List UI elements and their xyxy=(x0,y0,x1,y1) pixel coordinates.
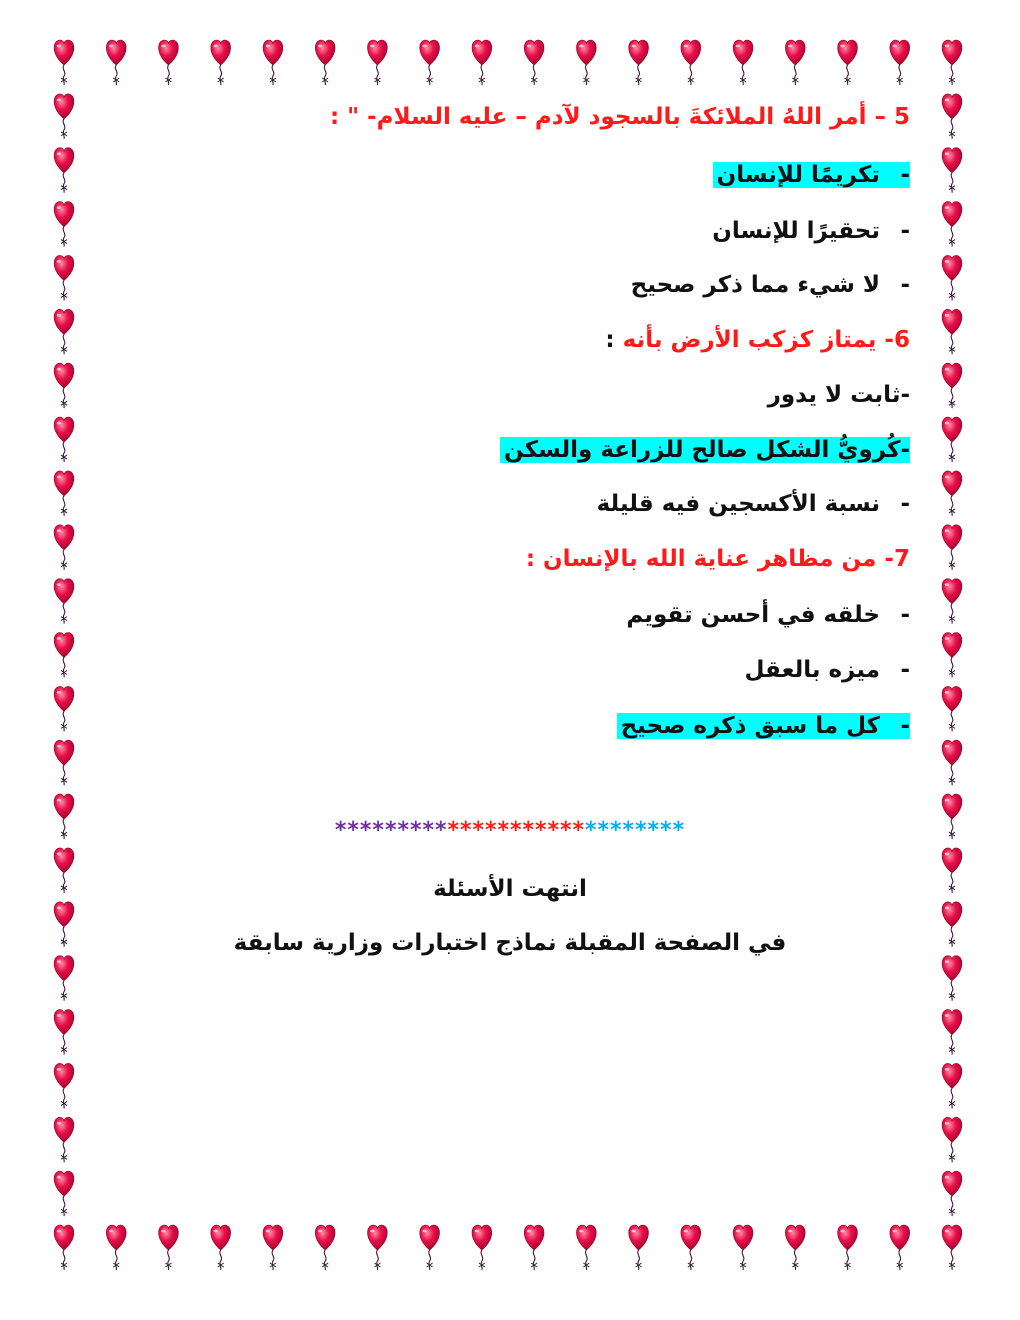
heart-balloon-icon xyxy=(54,202,74,247)
heart-balloon-icon xyxy=(942,363,962,408)
question-6-option-1 xyxy=(768,378,910,412)
heart-balloon-icon xyxy=(54,417,74,462)
option-dash: - xyxy=(900,657,910,683)
heart-balloon-icon xyxy=(942,255,962,300)
heart-balloon-icon xyxy=(942,1010,962,1055)
heart-balloon-icon xyxy=(942,40,962,85)
heart-balloon-icon xyxy=(942,686,962,731)
question-5-title: 5 – أمر اللهُ الملائكةَ بالسجود لآدم – عليه السلام- " : xyxy=(329,104,910,130)
heart-balloon-icon xyxy=(54,1063,74,1108)
heart-balloon-icon xyxy=(54,956,74,1001)
heart-balloon-icon xyxy=(54,1117,74,1162)
heart-balloon-icon xyxy=(54,525,74,570)
option-dash: - xyxy=(900,713,910,739)
heart-balloon-icon xyxy=(942,1117,962,1162)
option-text: نسبة الأكسجين فيه قليلة xyxy=(596,491,880,517)
option-text: كل ما سبق ذكره صحيح xyxy=(620,713,880,739)
heart-balloon-icon xyxy=(54,363,74,408)
heart-balloon-icon xyxy=(54,148,74,193)
heart-balloon-icon xyxy=(942,1063,962,1108)
heart-balloon-icon xyxy=(54,255,74,300)
heart-balloon-icon xyxy=(942,525,962,570)
question-5-option-3 xyxy=(631,268,910,302)
heart-balloon-icon xyxy=(54,740,74,785)
option-dash: - xyxy=(900,162,910,188)
question-6-title-colon: : xyxy=(605,327,623,353)
heart-balloon-icon xyxy=(942,956,962,1001)
heart-balloon-icon xyxy=(54,1225,74,1270)
heart-balloon-icon xyxy=(942,1225,962,1270)
heart-balloon-icon xyxy=(942,94,962,139)
heart-balloon-icon xyxy=(54,1171,74,1216)
heart-balloon-icon xyxy=(942,148,962,193)
option-dash: - xyxy=(900,382,910,408)
heart-balloon-icon xyxy=(942,471,962,516)
heart-balloon-icon xyxy=(942,740,962,785)
option-text: لا شيء مما ذكر صحيح xyxy=(630,272,880,298)
option-text: تحقيرًا للإنسان xyxy=(712,218,880,244)
option-text: خلقه في أحسن تقويم xyxy=(626,602,880,628)
heart-balloon-icon xyxy=(54,633,74,678)
next-page-note: في الصفحة المقبلة نماذج اختبارات وزارية سابقة xyxy=(233,930,787,956)
heart-balloon-icon xyxy=(54,579,74,624)
heart-balloon-icon xyxy=(942,1171,962,1216)
question-6-option-3 xyxy=(597,487,910,521)
question-7-option-1 xyxy=(626,598,910,632)
stars-blue: ******** xyxy=(585,818,686,843)
question-6-title xyxy=(605,323,910,357)
heart-balloon-icon xyxy=(942,309,962,354)
heart-balloon-icon xyxy=(942,202,962,247)
option-dash: - xyxy=(900,437,910,463)
heart-balloon-icon xyxy=(942,579,962,624)
heart-balloon-icon xyxy=(54,686,74,731)
question-6-option-2 xyxy=(500,433,910,467)
option-text: ثابت لا يدور xyxy=(767,382,901,408)
question-5-option-2 xyxy=(712,214,910,248)
option-text: ميزه بالعقل xyxy=(744,657,880,683)
option-dash: - xyxy=(900,272,910,298)
option-text: كُرويُّ الشكل صالح للزراعة والسكن xyxy=(504,437,901,463)
option-text: تكريمًا للإنسان xyxy=(716,162,880,188)
questions-ended-text: انتهت الأسئلة xyxy=(433,876,587,902)
heart-balloon-icon xyxy=(54,309,74,354)
question-7-option-2 xyxy=(745,653,911,687)
option-dash: - xyxy=(900,602,910,628)
heart-balloon-icon xyxy=(54,471,74,516)
quiz-content xyxy=(120,0,910,1320)
stars-red: *********** xyxy=(447,818,586,843)
star-separator xyxy=(0,818,1020,843)
heart-balloon-icon xyxy=(54,40,74,85)
stars-purple: ********* xyxy=(334,818,448,843)
option-dash: - xyxy=(900,218,910,244)
question-6-title-text: 6- يمتاز كزكب الأرض بأنه xyxy=(622,327,910,353)
heart-balloon-icon xyxy=(54,94,74,139)
option-dash: - xyxy=(900,491,910,517)
question-5-option-1 xyxy=(713,158,910,192)
question-7-title: 7- من مظاهر عناية الله بالإنسان : xyxy=(525,546,910,572)
question-7-option-3 xyxy=(617,709,910,743)
heart-balloon-icon xyxy=(942,417,962,462)
heart-balloon-icon xyxy=(942,633,962,678)
heart-balloon-icon xyxy=(54,1010,74,1055)
